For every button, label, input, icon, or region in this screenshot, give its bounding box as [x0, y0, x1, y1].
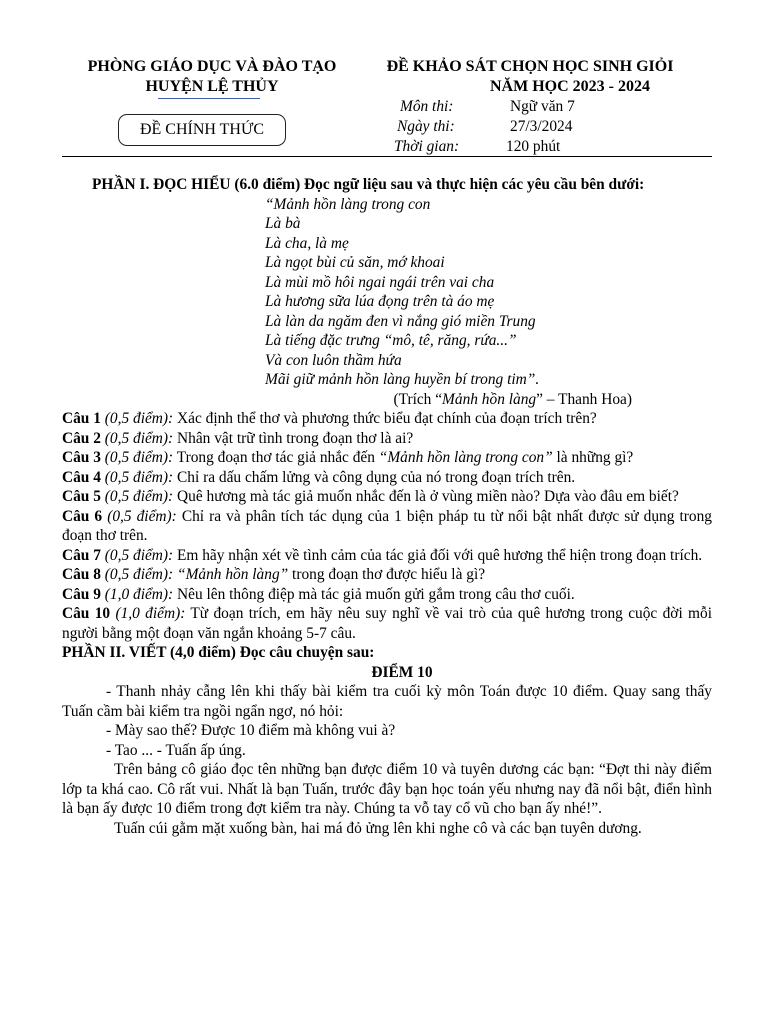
question-points: (0,5 điểm): — [104, 566, 174, 583]
poem-source — [92, 390, 712, 410]
poem-line: Là tiếng đặc trưng “mô, tê, răng, rứa...” — [265, 332, 517, 349]
question-points: (0,5 điểm): — [104, 429, 174, 447]
question-1 — [62, 409, 712, 429]
question-points: (1,0 điểm): — [104, 585, 174, 603]
question-text: Quê hương mà tác giả muốn nhắc đến là ở vùng miền nào? Dựa vào đâu em biết? — [173, 488, 679, 505]
question-points: (0,5 điểm): — [107, 507, 177, 525]
question-number: Câu 4 — [62, 468, 101, 486]
question-points: (0,5 điểm): — [104, 410, 174, 427]
exam-title: ĐỀ KHẢO SÁT CHỌN HỌC SINH GIỎI — [386, 58, 674, 75]
poem — [92, 195, 712, 390]
official-exam-badge: ĐỀ CHÍNH THỨC — [118, 114, 286, 146]
question-9 — [62, 585, 712, 605]
question-points: (0,5 điểm): — [104, 488, 174, 505]
story-paragraph: Trên bảng cô giáo đọc tên những bạn được điểm 10 và tuyên dương các bạn: “Đợt thi này điểm lớp ta khá cao. Cô rất vui. Nhất là bạn Tuấn, trước đây bạn học toán yếu nhưng nay đã nổi bật, điển hình là bạn ấy được 10 điểm trong đợt kiểm tra này. Chúng ta vỗ tay cổ vũ cho bạn ấy nhé!”. — [62, 761, 712, 817]
question-7 — [62, 546, 712, 566]
story-paragraph: - Tao ... - Tuấn ấp úng. — [106, 741, 246, 759]
question-number: Câu 2 — [62, 429, 101, 447]
question-10 — [62, 604, 712, 643]
story-paragraph: Tuấn cúi gằm mặt xuống bàn, hai má đỏ ửng lên khi nghe cô và các bạn tuyên dương. — [114, 819, 642, 837]
question-number: Câu 1 — [62, 410, 101, 427]
story-paragraph: - Mày sao thế? Được 10 điểm mà không vui à? — [106, 722, 396, 739]
question-number: Câu 9 — [62, 585, 101, 603]
poem-line: Là ngọt bùi củ săn, mớ khoai — [265, 254, 445, 271]
question-points: (0,5 điểm): — [104, 449, 174, 466]
exam-body — [62, 175, 712, 838]
question-number: Câu 6 — [62, 507, 103, 525]
poem-line: Là hương sữa lúa đọng trên tà áo mẹ — [265, 293, 495, 310]
story-title: ĐIỂM 10 — [371, 663, 433, 681]
question-number: Câu 5 — [62, 488, 101, 505]
question-number: Câu 3 — [62, 449, 101, 466]
poem-line: Là cha, là mẹ — [265, 234, 349, 252]
poem-line: Là làn da ngăm đen vì nắng gió miền Trung — [265, 312, 536, 330]
district-name: HUYỆN LỆ THỦY — [145, 78, 279, 95]
poem-line: Mãi giữ mảnh hồn làng huyền bí trong tim”. — [265, 371, 540, 388]
question-quote: “Mảnh hồn làng trong con” — [378, 449, 553, 466]
question-text-after: là những gì? — [552, 449, 634, 466]
question-6 — [62, 507, 712, 546]
question-points: (0,5 điểm): — [104, 468, 174, 486]
part1-title: PHẦN I. ĐỌC HIỂU (6.0 điểm) Đọc ngữ liệu sau và thực hiện các yêu cầu bên dưới: — [92, 176, 645, 193]
question-8 — [62, 565, 712, 585]
question-text-after: trong đoạn thơ được hiểu là gì? — [288, 566, 486, 583]
date-label: Ngày thi: — [397, 118, 455, 135]
question-number: Câu 10 — [62, 605, 111, 622]
question-points: (1,0 điểm): — [115, 605, 186, 622]
question-text: Xác định thể thơ và phương thức biểu đạt chính của đoạn trích trên? — [173, 410, 597, 427]
question-number: Câu 7 — [62, 546, 101, 564]
school-year: NĂM HỌC 2023 - 2024 — [490, 78, 650, 95]
question-text: Nêu lên thông điệp mà tác giả muốn gửi gắm trong câu thơ cuối. — [173, 585, 575, 603]
time-label: Thời gian: — [394, 138, 460, 155]
district-underline — [158, 98, 260, 99]
source-suffix: ” – Thanh Hoa) — [536, 390, 632, 408]
question-text: Chỉ ra và phân tích tác dụng của 1 biện pháp tu từ nổi bật nhất được sử dụng trong đoạn thơ trên. — [62, 507, 712, 544]
story-paragraph: - Thanh nhảy cẫng lên khi thấy bài kiểm tra cuối kỳ môn Toán được 10 điểm. Quay sang thấy Tuấn cầm bài kiểm tra ngồi ngẩn ngơ, nó hỏi: — [62, 683, 712, 720]
question-4 — [62, 468, 712, 488]
subject-value: Ngữ văn 7 — [510, 98, 575, 115]
question-3 — [62, 448, 712, 468]
source-title: Mảnh hồn làng — [442, 390, 537, 408]
subject-label: Môn thi: — [400, 98, 454, 115]
date-value: 27/3/2024 — [510, 118, 573, 135]
question-5 — [62, 487, 712, 507]
poem-line: Và con luôn thầm hứa — [265, 351, 402, 369]
question-text: Từ đoạn trích, em hãy nêu suy nghĩ về vai trò của quê hương trong cuộc đời mỗi người bằng một đoạn văn ngắn khoảng 5-7 câu. — [62, 605, 712, 642]
time-value: 120 phút — [506, 138, 561, 155]
poem-line: Là bà — [265, 215, 301, 232]
question-points: (0,5 điểm): — [104, 546, 174, 564]
department-name: PHÒNG GIÁO DỤC VÀ ĐÀO TẠO — [87, 58, 337, 75]
question-text: Chỉ ra dấu chấm lửng và công dụng của nó trong đoạn trích trên. — [173, 468, 576, 486]
source-prefix: (Trích “ — [393, 390, 443, 408]
question-text: Em hãy nhận xét về tình cảm của tác giả đối với quê hương thể hiện trong đoạn trích. — [173, 546, 703, 564]
question-text: Nhân vật trữ tình trong đoạn thơ là ai? — [173, 429, 414, 447]
part2-title: PHẦN II. VIẾT (4,0 điểm) Đọc câu chuyện sau: — [62, 644, 375, 661]
question-2 — [62, 429, 712, 449]
question-text: Trong đoạn thơ tác giả nhắc đến — [173, 449, 379, 466]
poem-line: Là mùi mồ hôi ngai ngái trên vai cha — [265, 273, 495, 291]
question-number: Câu 8 — [62, 566, 101, 583]
poem-line: “Mảnh hồn làng trong con — [265, 195, 431, 213]
header-divider — [62, 156, 712, 157]
question-quote: “Mảnh hồn làng” — [177, 566, 289, 583]
